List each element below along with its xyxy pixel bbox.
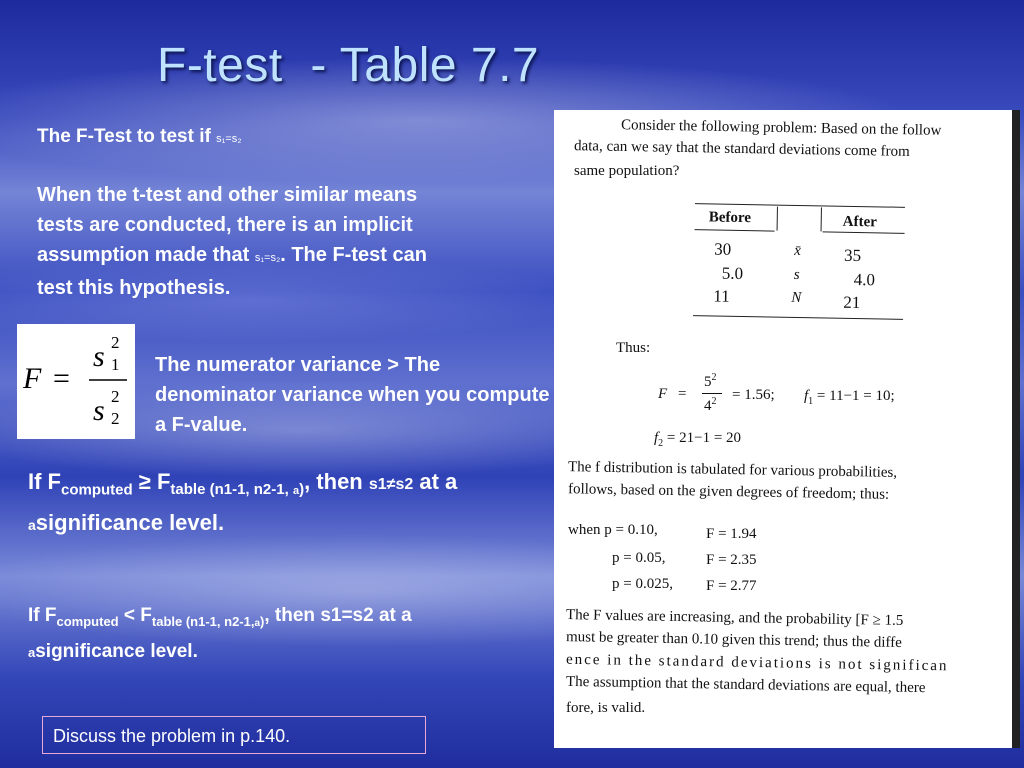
svg-text:s: s: [93, 340, 105, 373]
row-symbol: x̄: [794, 242, 802, 260]
row-symbol: N: [791, 289, 802, 307]
scan-dist-2: follows, based on the given degrees of freedom; thus:: [567, 481, 890, 503]
discuss-note: Discuss the problem in p.140.: [42, 716, 426, 754]
row-before: 30: [714, 239, 732, 259]
f-value: F = 2.35: [706, 552, 757, 568]
svg-text:1: 1: [111, 355, 120, 374]
p-value-row: p = 0.05,: [612, 550, 666, 566]
row-before: 5.0: [721, 263, 744, 284]
slide-title: F-test - Table 7.7: [157, 39, 540, 92]
implicit-assumption-paragraph: [37, 180, 427, 303]
svg-text:s: s: [93, 394, 105, 427]
scan-thus: Thus:: [616, 340, 651, 356]
scan-intro-1: Consider the following problem: Based on the follow: [620, 117, 942, 139]
svg-text:F: F: [23, 362, 42, 395]
p-value-row: when p = 0.10,: [568, 522, 658, 538]
svg-text:2: 2: [111, 409, 120, 428]
assumption-condition: s₁=s₂: [254, 252, 281, 264]
f-value: F = 1.94: [706, 526, 757, 542]
svg-text:2: 2: [111, 387, 120, 406]
f-value: F = 2.77: [706, 578, 757, 594]
scan-conclusion-2: must be greater than 0.10 given this trend; thus the diffe: [565, 629, 903, 651]
row-after: 4.0: [853, 269, 876, 290]
scan-conclusion-5: fore, is valid.: [566, 700, 646, 716]
numerator-note: The numerator variance > The denominator variance when you compute a F-value.: [155, 354, 550, 436]
textbook-scan: [554, 110, 1012, 748]
assumption-line-4: test this hypothesis.: [37, 277, 231, 299]
scan-calc-1: F = $5^2$ $4^2$ = 1.56; $f_1 = 11-1 = 10$;: [658, 372, 895, 414]
rule-accept: If $F_{computed} < F_{table (n1-1, n2-1,a)}$, then s1=s2 at a asignificance level.: [28, 605, 412, 662]
equal-sd-condition: s₁=s₂: [216, 133, 242, 145]
assumption-suffix: . The F-test can: [280, 244, 427, 266]
p-value-row: p = 0.025,: [612, 576, 673, 592]
assumption-line-2: tests are conducted, there is an implicit: [37, 214, 413, 236]
scan-data-table: [693, 203, 905, 322]
scan-conclusion-1: The F values are increasing, and the probability [F ≥ 1.5: [565, 607, 904, 629]
f-test-intro: [37, 126, 242, 148]
rule-reject: If $F_{computed} \ge F_{table (n1-1, n2-1, a)}$, then s1≠s2 at a asignificance level.: [28, 469, 458, 536]
col-after: After: [842, 213, 877, 231]
scan-page-edge: [1012, 110, 1020, 748]
f-ratio-formula: [17, 324, 135, 439]
svg-text:2: 2: [111, 333, 120, 352]
row-after: 35: [843, 245, 862, 266]
assumption-prefix: assumption made that: [37, 244, 255, 266]
scan-conclusion-3: ence in the standard deviations is not significan: [565, 651, 949, 675]
formula-graphic: [17, 324, 135, 439]
row-after: 21: [843, 292, 861, 313]
scan-dist-1: The f distribution is tabulated for various probabilities,: [567, 459, 898, 481]
row-symbol: s: [793, 266, 800, 284]
scan-intro-3: same population?: [574, 163, 680, 179]
scan-intro-2: data, can we say that the standard deviations come from: [573, 138, 910, 160]
scan-calc-2: $f_2 = 21-1 = 20$: [654, 430, 742, 449]
col-before: Before: [708, 209, 752, 227]
svg-text:=: =: [53, 362, 70, 395]
assumption-line-3: [37, 240, 427, 273]
scan-conclusion-4: The assumption that the standard deviations are equal, there: [565, 673, 926, 697]
row-before: 11: [713, 286, 730, 306]
assumption-line-1: When the t-test and other similar means: [37, 184, 418, 206]
intro-text: The F-Test to test if: [37, 126, 217, 147]
